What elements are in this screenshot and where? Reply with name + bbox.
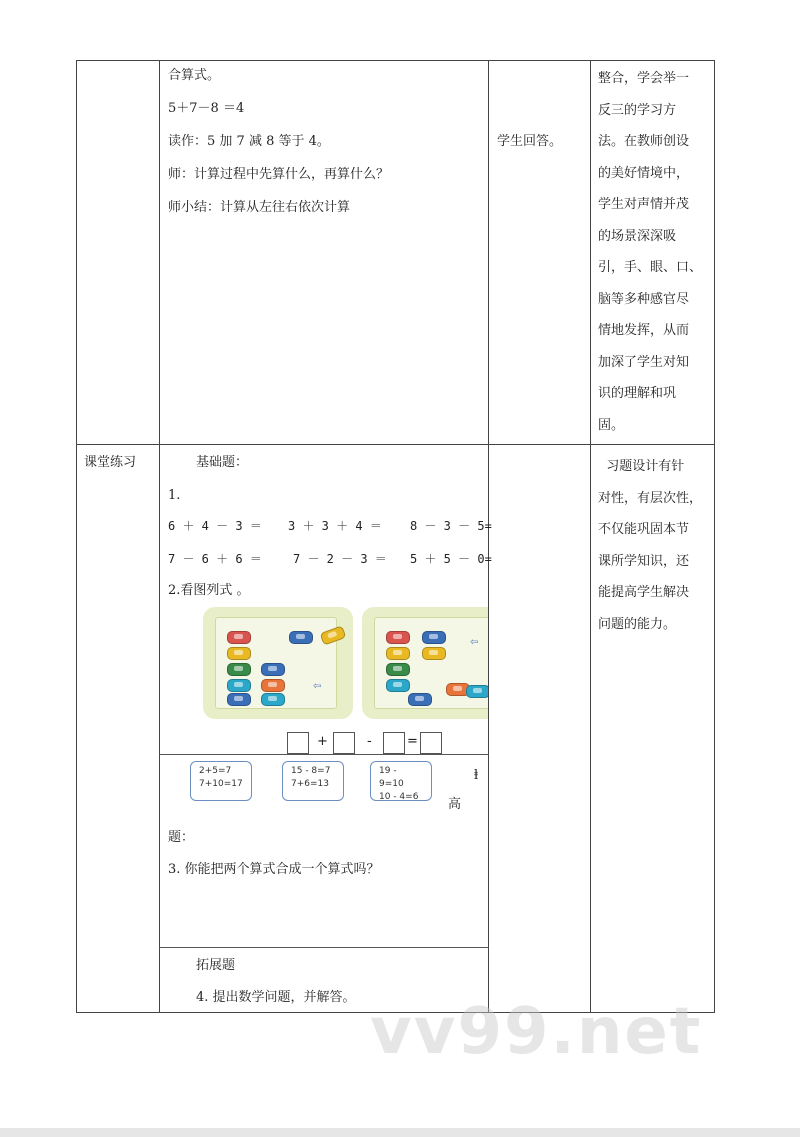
reflect-line: 的美好情境中，	[598, 165, 690, 181]
design-intent-1	[598, 63, 702, 441]
item-1-label: 1.	[168, 488, 181, 503]
car-icon	[422, 631, 446, 644]
car-icon	[289, 631, 313, 644]
reflect-line: 脑等多种感官尽	[598, 291, 690, 307]
car-icon	[408, 693, 432, 706]
expr-4: 7 － 6 ＋ 6 ＝	[168, 552, 262, 566]
car-icon	[386, 663, 410, 676]
car-icon	[261, 663, 285, 676]
equation-card-2	[282, 761, 344, 801]
subrow-divider-2	[159, 947, 489, 948]
equation: 2+5=7	[199, 766, 232, 776]
parking-scene-left	[203, 607, 353, 719]
design-intent-2	[598, 451, 702, 640]
reflect-line: 引，手、眼、口、	[598, 260, 703, 275]
reflect-line: 对性，有层次性，	[598, 490, 703, 506]
improve-tail: 高	[448, 797, 462, 812]
reflect-line: 不仅能巩固本节	[598, 522, 690, 537]
expr-3: 8 － 3 － 5=	[410, 519, 492, 533]
reflect-line: 整合，学会举一	[598, 71, 690, 86]
content-line-1: 合算式。	[168, 68, 221, 83]
minus-sign: -	[367, 734, 372, 749]
equation: 19 - 9=10	[379, 766, 404, 789]
reflect-line: 加深了学生对知	[598, 354, 690, 370]
content-line-4: 师：计算过程中先算什么，再算什么？	[168, 167, 390, 182]
arrow-icon: ⇦	[313, 681, 322, 692]
content-line-5: 师小结：计算从左往右依次计算	[168, 200, 351, 215]
reflect-line: 情地发挥，从而	[598, 323, 690, 338]
expr-2: 3 ＋ 3 ＋ 4 ＝	[288, 519, 382, 533]
answer-box-2[interactable]	[333, 732, 355, 754]
car-icon	[261, 693, 285, 706]
arrow-icon: ⇦	[470, 637, 479, 648]
side-glyph: ⱡ	[474, 768, 479, 783]
subrow-divider-1	[159, 754, 489, 755]
reflect-line: 学生对声情并茂	[598, 197, 690, 212]
reflect-line: 习题设计有针	[598, 459, 685, 474]
table-border-col1	[159, 60, 160, 1012]
reflect-line: 反三的学习方	[598, 102, 677, 118]
reflect-line: 识的理解和巩	[598, 386, 677, 401]
item-2-label: 2.看图列式 。	[168, 583, 250, 598]
expr-6: 5 ＋ 5 － 0=	[410, 552, 492, 566]
equation: 15 - 8=7	[291, 766, 331, 776]
equals-sign: =	[407, 734, 418, 749]
reflect-line: 的场景深深吸	[598, 228, 677, 244]
car-icon	[422, 647, 446, 660]
equation: 7+6=13	[291, 779, 329, 789]
car-icon	[227, 647, 251, 660]
expr-5: 7 － 2 － 3 ＝	[293, 552, 387, 566]
answer-box-3[interactable]	[383, 732, 405, 754]
car-icon	[227, 631, 251, 644]
section-label: 课堂练习	[84, 455, 137, 470]
content-line-3: 读作：5 加 7 减 8 等于 4。	[168, 134, 330, 149]
car-icon	[386, 679, 410, 692]
row-divider	[76, 444, 715, 445]
improve-label: 题：	[168, 830, 195, 845]
page-bottom-edge	[0, 1128, 800, 1137]
equation-card-3	[370, 761, 432, 801]
reflect-line: 固。	[598, 417, 625, 433]
reflect-line: 问题的能力。	[598, 616, 677, 632]
car-icon	[227, 679, 251, 692]
car-icon	[227, 693, 251, 706]
content-line-2: 5＋7－8 ＝4	[168, 101, 245, 116]
car-icon	[261, 679, 285, 692]
table-border-right	[714, 60, 715, 1012]
item-3: 3. 你能把两个算式合成一个算式吗？	[168, 862, 380, 877]
reflect-line: 课所学知识，还	[598, 553, 690, 569]
table-border-top	[76, 60, 715, 61]
answer-box-4[interactable]	[420, 732, 442, 754]
car-icon	[227, 663, 251, 676]
reflect-line: 法。在教师创设	[598, 134, 690, 149]
answer-box-1[interactable]	[287, 732, 309, 754]
extend-title: 拓展题	[196, 958, 236, 973]
car-icon	[386, 631, 410, 644]
reflect-line: 能提高学生解决	[598, 585, 690, 600]
table-border-left	[76, 60, 77, 1012]
table-border-col2	[488, 60, 489, 1012]
plus-sign: +	[317, 734, 328, 749]
item-4: 4. 提出数学问题，并解答。	[196, 990, 356, 1005]
equation: 7+10=17	[199, 779, 243, 789]
equation-card-1	[190, 761, 252, 801]
parking-scene-right	[362, 607, 488, 719]
table-border-col3	[590, 60, 591, 1012]
equation: 10 - 4=6	[379, 792, 419, 802]
car-icon	[466, 685, 488, 698]
basic-title: 基础题：	[196, 455, 249, 470]
watermark: vv99.net	[370, 995, 703, 1069]
student-activity: 学生回答。	[497, 134, 563, 149]
car-icon	[386, 647, 410, 660]
expr-1: 6 ＋ 4 － 3 ＝	[168, 519, 262, 533]
